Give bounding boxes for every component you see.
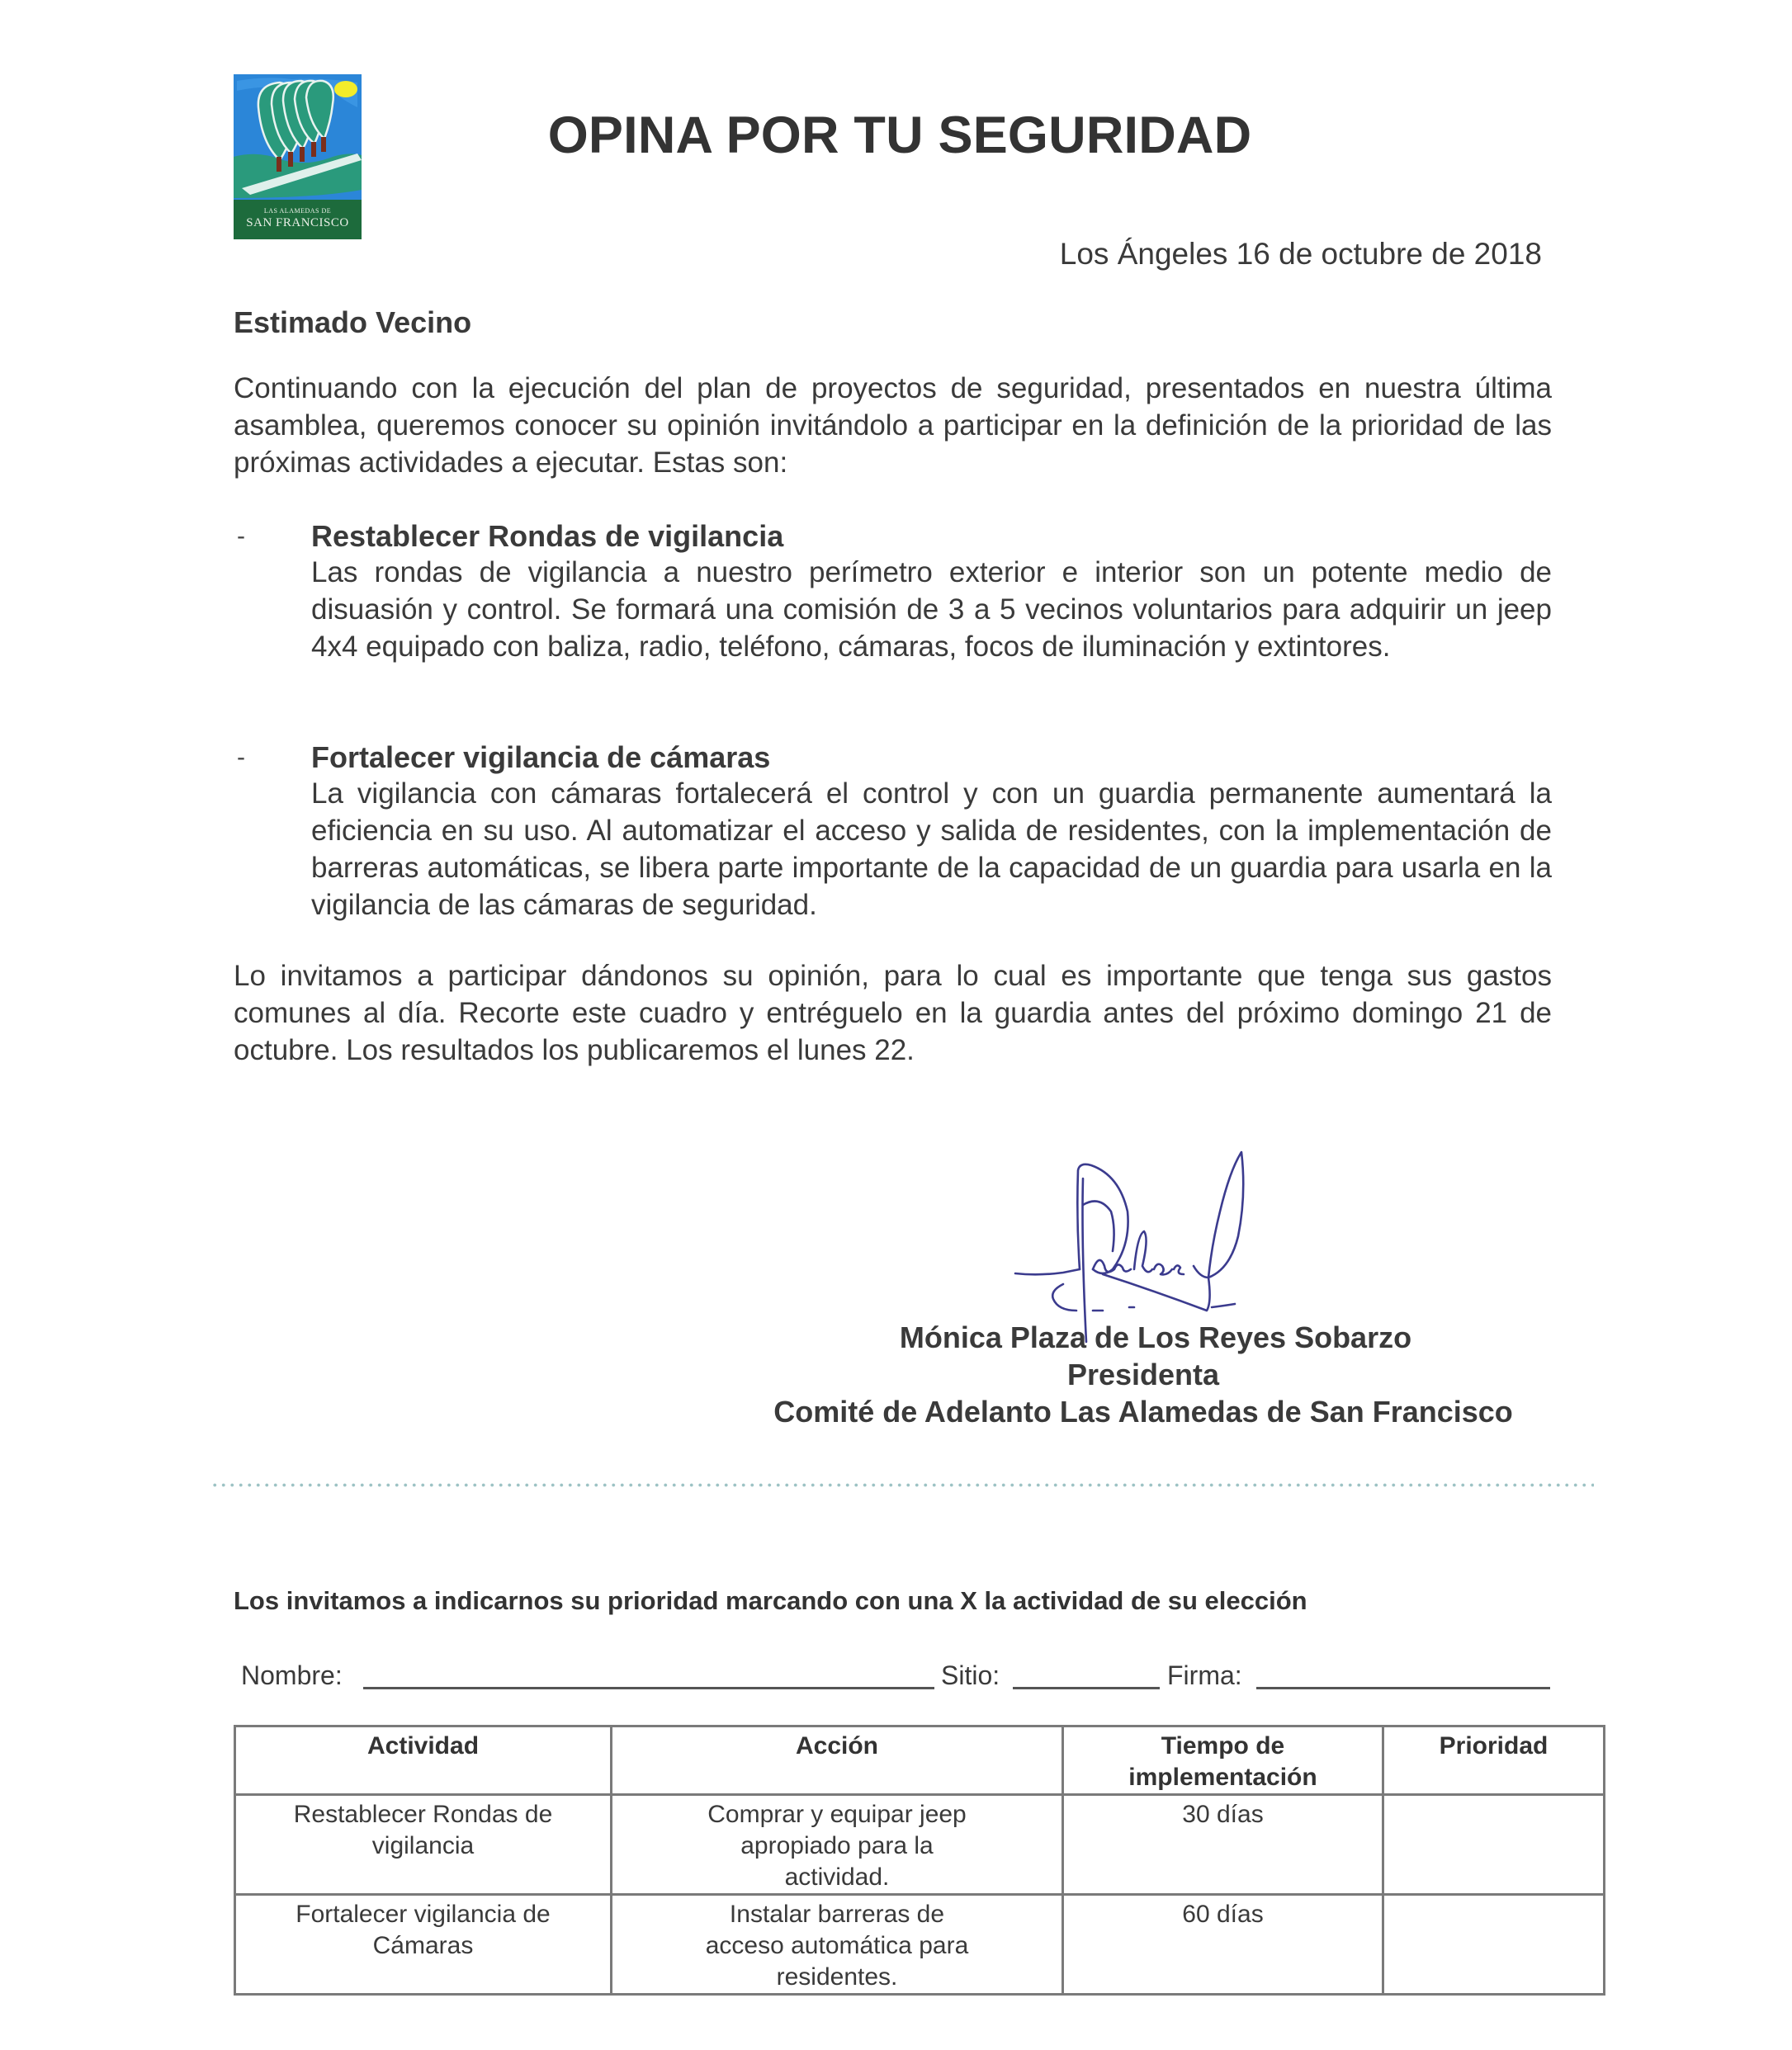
- intro-paragraph: Continuando con la ejecución del plan de proyectos de seguridad, presentados en nuestra última asamblea, queremos conocer su opinión invitándolo a participar en la definición de la prioridad de las próximas actividades a ejecutar. Estas son:: [234, 372, 1552, 479]
- logo-big-text: SAN FRANCISCO: [246, 216, 349, 229]
- cell-tiempo: 60 días: [1063, 1895, 1383, 1995]
- cell-accion: Instalar barreras de acceso automática para residentes.: [612, 1895, 1063, 1995]
- cell-tiempo: 30 días: [1063, 1795, 1383, 1895]
- signature-label: Firma:: [1167, 1660, 1242, 1690]
- header-prioridad: Prioridad: [1383, 1726, 1605, 1795]
- cut-here-dotted-line: [210, 1483, 1594, 1487]
- greeting: Estimado Vecino: [234, 305, 472, 339]
- site-field[interactable]: [1013, 1687, 1160, 1689]
- bullet-text: Las rondas de vigilancia a nuestro perímetro exterior e interior son un potente medio de disuasión y control. Se formará una comisión de 3 a 5 vecinos voluntarios para adquirir un jeep 4x4 equipado con baliza, radio, teléfono, cámaras, focos de iluminación y extintores.: [311, 556, 1552, 663]
- closing-paragraph: Lo invitamos a participar dándonos su opinión, para lo cual es importante que tenga sus gastos comunes al día. Recorte este cuadro y entréguelo en la guardia antes del próximo domingo 21 de octubre. Los resultados los publicaremos el lunes 22.: [234, 960, 1552, 1066]
- table-row: [235, 1895, 1605, 1995]
- logo-band: [234, 200, 362, 239]
- cell-actividad: Fortalecer vigilancia de Cámaras: [235, 1895, 612, 1995]
- bullet-dash: -: [237, 522, 245, 550]
- header-tiempo: Tiempo de implementación: [1063, 1726, 1383, 1795]
- cell-prioridad-checkbox[interactable]: [1383, 1895, 1605, 1995]
- signer-name: Mónica Plaza de Los Reyes Sobarzo: [899, 1320, 1412, 1354]
- name-label: Nombre:: [241, 1660, 343, 1690]
- header-actividad: Actividad: [235, 1726, 612, 1795]
- bullet-dash: -: [237, 744, 245, 771]
- table-header-row: [235, 1726, 1605, 1795]
- organization-logo: [234, 74, 362, 239]
- signer-organization: Comité de Adelanto Las Alamedas de San Francisco: [773, 1395, 1513, 1429]
- signature-block: [726, 1319, 1560, 1430]
- cell-prioridad-checkbox[interactable]: [1383, 1795, 1605, 1895]
- bullet-text: La vigilancia con cámaras fortalecerá el control y con un guardia permanente aumentará la eficiencia en su uso. Al automatizar el acceso y salida de residentes, con la implementación de barreras automáticas, se libera parte importante de la capacidad de un guardia para usarla en la vigilancia de las cámaras de seguridad.: [311, 777, 1552, 921]
- letter-date: Los Ángeles 16 de octubre de 2018: [1059, 237, 1542, 271]
- header-accion: Acción: [612, 1726, 1063, 1795]
- handwritten-signature-icon: [1014, 1145, 1294, 1344]
- cell-actividad: Restablecer Rondas de vigilancia: [235, 1795, 612, 1895]
- priority-table: [234, 1725, 1605, 1996]
- signature-field[interactable]: [1256, 1687, 1550, 1689]
- name-field[interactable]: [363, 1687, 934, 1689]
- form-instruction: Los invitamos a indicarnos su prioridad marcando con una X la actividad de su elección: [234, 1586, 1307, 1615]
- bullet-title: Fortalecer vigilancia de cámaras: [311, 740, 771, 774]
- signer-role: Presidenta: [1066, 1358, 1220, 1391]
- page-title: OPINA POR TU SEGURIDAD: [547, 106, 1252, 164]
- table-row: [235, 1795, 1605, 1895]
- cell-accion: Comprar y equipar jeep apropiado para la actividad.: [612, 1795, 1063, 1895]
- logo-small-text: LAS ALAMEDAS DE: [263, 207, 332, 215]
- poplar-trees-logo-icon: [234, 74, 362, 200]
- bullet-title: Restablecer Rondas de vigilancia: [311, 519, 784, 553]
- site-label: Sitio:: [941, 1660, 1000, 1690]
